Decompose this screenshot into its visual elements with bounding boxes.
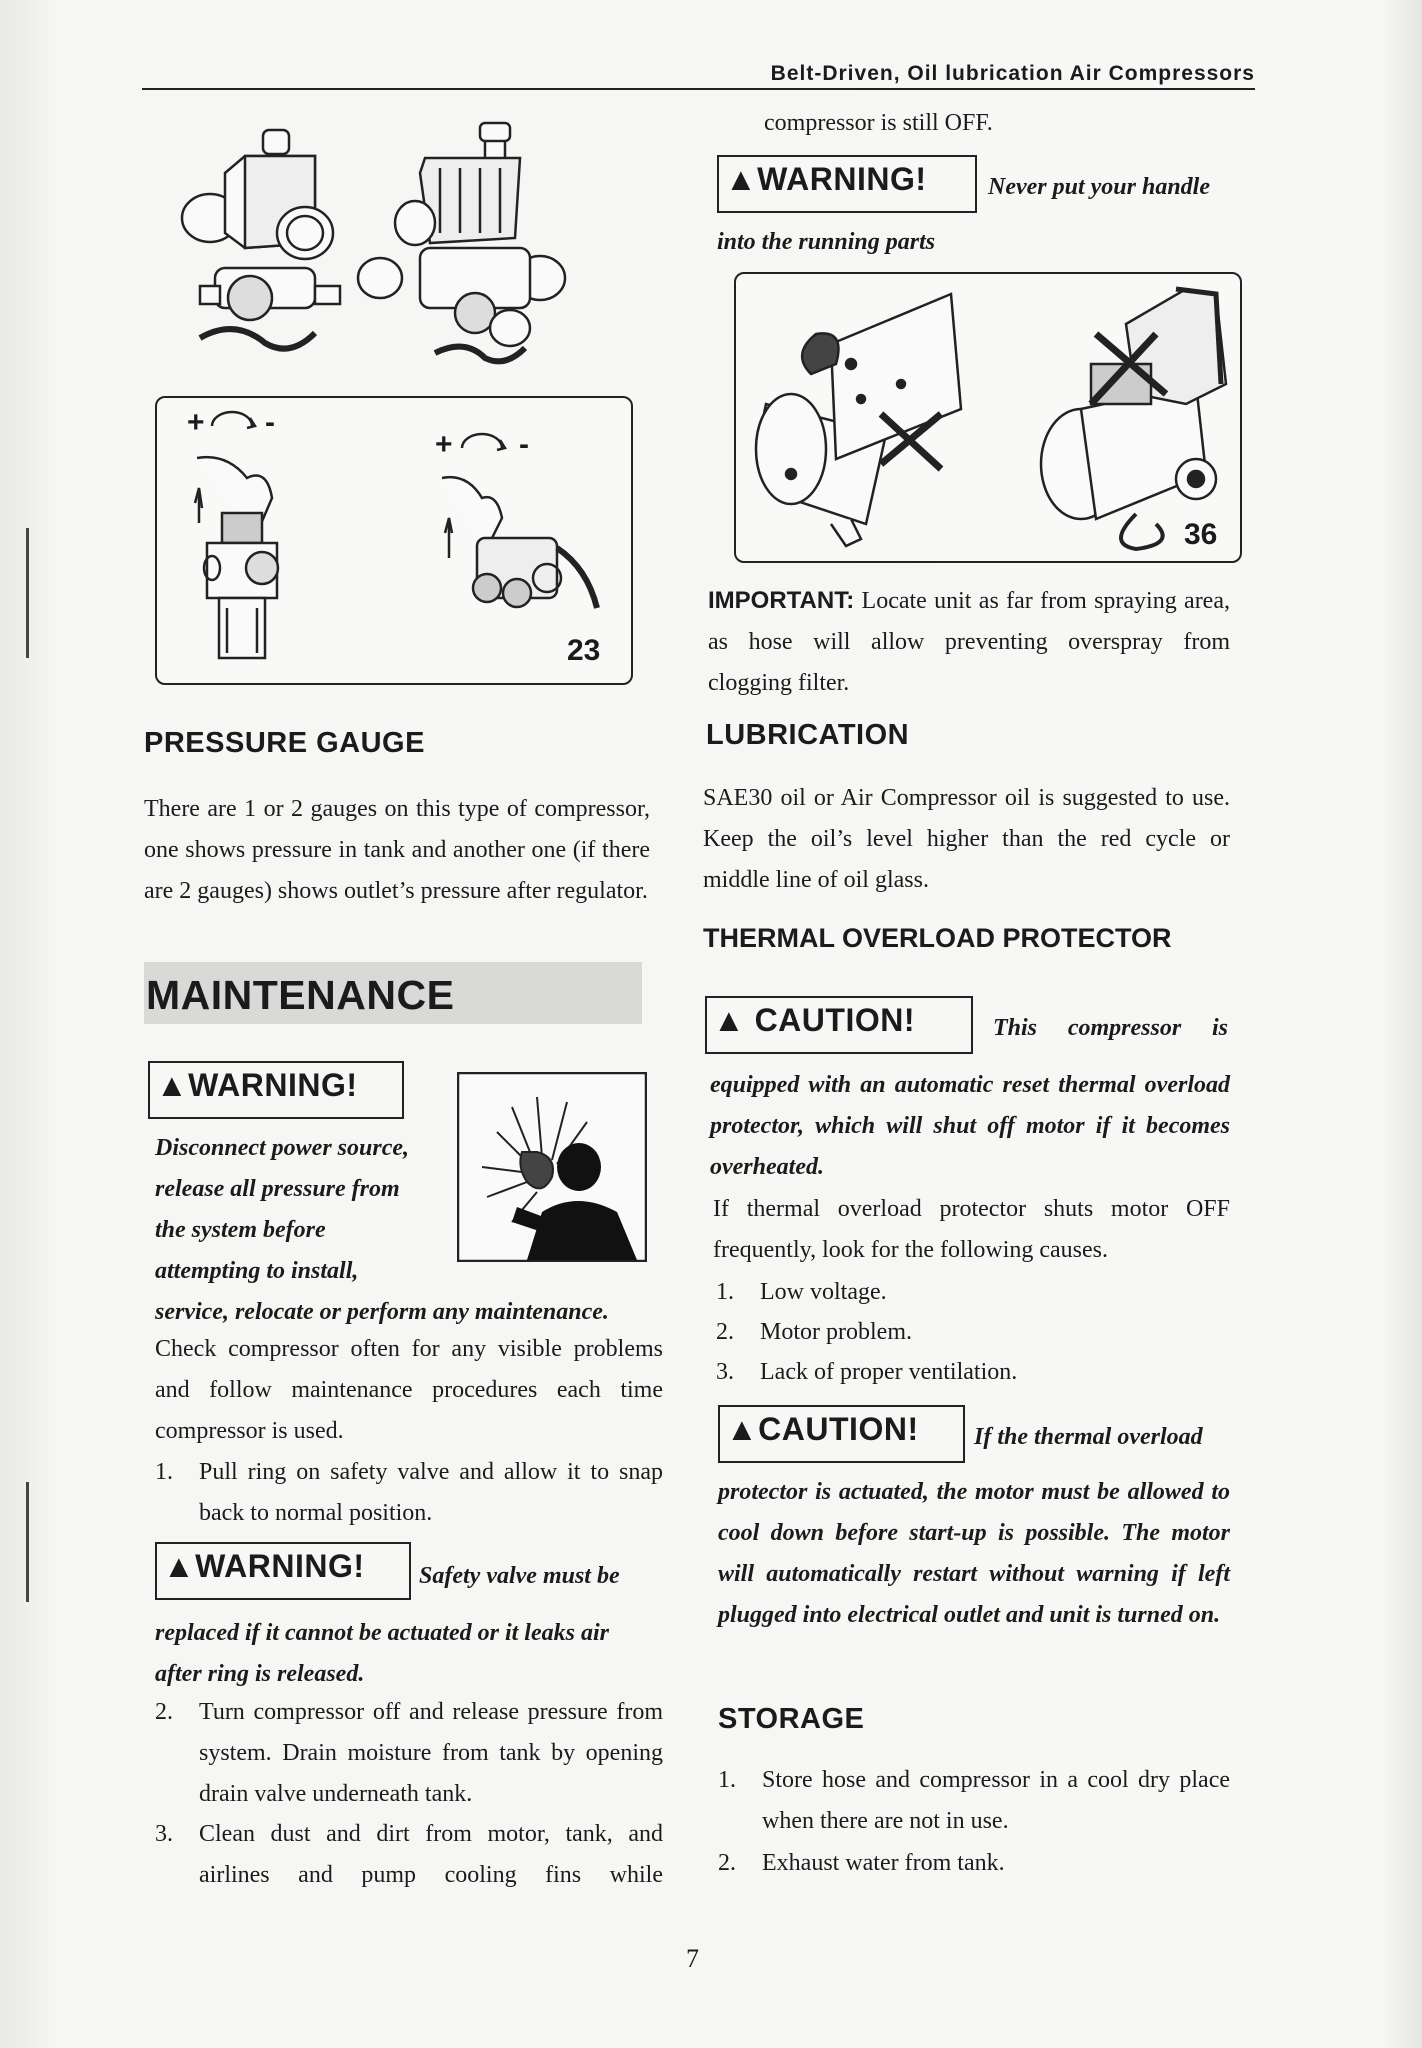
thermal-overload-heading: THERMAL OVERLOAD PROTECTOR <box>703 923 1172 953</box>
plus-sign: + <box>187 406 205 439</box>
lubrication-heading: LUBRICATION <box>706 719 910 751</box>
figure-23-regulator <box>155 396 633 685</box>
maintenance-intro: Check compressor often for any visible problems and follow maintenance procedures each time compressor is used. <box>155 1336 663 1444</box>
list-number: 2. <box>718 1850 736 1876</box>
warning-disconnect-text <box>155 1128 609 1333</box>
list-text: Motor problem. <box>760 1319 912 1345</box>
figure-number: 36 <box>1184 518 1218 551</box>
lubrication-text: SAE30 oil or Air Compressor oil is suggested to use. Keep the oil’s level higher than the red cycle or middle line of oil glass. <box>703 785 1230 893</box>
cause-item <box>716 1272 1226 1313</box>
warning-line: the system before <box>155 1217 326 1243</box>
cause-item <box>716 1312 1226 1353</box>
list-text: Pull ring on safety valve and allow it to snap back to normal position. <box>199 1459 663 1526</box>
important-text: Locate unit as far from spraying area, as hose will allow preventing overspray from clogging filter. <box>708 588 1230 696</box>
storage-item <box>718 1760 1230 1842</box>
list-text: Clean dust and dirt from motor, tank, and airlines and pump cooling fins while <box>199 1821 663 1888</box>
list-text: Store hose and compressor in a cool dry place when there are not in use. <box>762 1767 1230 1834</box>
storage-heading: STORAGE <box>718 1703 865 1735</box>
list-number: 1. <box>718 1767 736 1793</box>
caution-cooldown-text: protector is actuated, the motor must be allowed to cool down before start-up is possible. The motor will automatically restart without warning if left plugged into electrical outlet and unit is turned on. <box>718 1479 1230 1628</box>
maintenance-step-1 <box>155 1452 663 1534</box>
pressure-gauge-heading: PRESSURE GAUGE <box>144 727 425 759</box>
important-note <box>708 580 1230 704</box>
warning-line: Disconnect power source, <box>155 1135 409 1161</box>
warning-safety-valve-text: replaced if it cannot be actuated or it leaks air after ring is released. <box>155 1620 609 1687</box>
caution-thermal-text: equipped with an automatic reset thermal overload protector, which will shut off motor if it becomes overheated. <box>710 1072 1230 1180</box>
maintenance-step-2 <box>155 1692 663 1815</box>
binding-staple-bottom <box>26 1482 29 1602</box>
warning-safety-valve-inline: Safety valve must be <box>419 1563 620 1589</box>
list-number: 1. <box>716 1279 734 1305</box>
figure-number: 23 <box>567 634 601 667</box>
warning-label: ▲WARNING! <box>717 155 977 213</box>
figure-36-no-handle <box>734 272 1242 563</box>
list-text: Lack of proper ventilation. <box>760 1359 1018 1385</box>
binding-staple-top <box>26 528 29 658</box>
important-label: IMPORTANT: <box>708 587 855 614</box>
list-number: 2. <box>155 1699 173 1725</box>
thermal-text: If thermal overload protector shuts motor OFF frequently, look for the following causes. <box>713 1196 1230 1263</box>
warning-line: service, relocate or perform any maintenance. <box>155 1299 609 1325</box>
list-number: 3. <box>716 1359 734 1385</box>
caution-label: ▲CAUTION! <box>718 1405 965 1463</box>
maintenance-step-3 <box>155 1814 663 1896</box>
pressure-switch-illustration <box>165 118 605 368</box>
warning-label: ▲WARNING! <box>155 1542 411 1600</box>
plus-sign: + <box>435 428 453 461</box>
caution-thermal-inline: This compressor is <box>993 1015 1228 1041</box>
caution-label: ▲ CAUTION! <box>705 996 973 1054</box>
warning-line: attempting to install, <box>155 1258 359 1284</box>
continued-text: compressor is still OFF. <box>764 110 993 136</box>
warning-handle-text: into the running parts <box>717 229 936 255</box>
minus-sign: - <box>519 428 529 461</box>
warning-handle-inline: Never put your handle <box>988 174 1210 200</box>
list-number: 3. <box>155 1821 173 1847</box>
list-number: 2. <box>716 1319 734 1345</box>
storage-item <box>718 1843 1230 1884</box>
maintenance-heading: MAINTENANCE <box>146 972 455 1018</box>
list-text: Turn compressor off and release pressure from system. Drain moisture from tank by opening drain valve underneath tank. <box>199 1699 663 1807</box>
regulator-knob-drawing <box>157 398 631 683</box>
list-text: Low voltage. <box>760 1279 887 1305</box>
caution-cooldown-inline: If the thermal overload <box>974 1424 1203 1450</box>
running-header: Belt-Driven, Oil lubrication Air Compressors <box>142 62 1255 90</box>
page-number: 7 <box>686 1944 699 1973</box>
list-text: Exhaust water from tank. <box>762 1850 1005 1876</box>
minus-sign: - <box>265 406 275 439</box>
cause-item <box>716 1352 1226 1393</box>
pressure-gauge-text: There are 1 or 2 gauges on this type of compressor, one shows pressure in tank and another one (if there are 2 gauges) shows outlet’s pressure after regulator. <box>144 796 650 904</box>
list-number: 1. <box>155 1459 173 1485</box>
warning-label: ▲WARNING! <box>148 1061 404 1119</box>
compressor-drawing <box>736 274 1240 561</box>
warning-line: release all pressure from <box>155 1176 400 1202</box>
